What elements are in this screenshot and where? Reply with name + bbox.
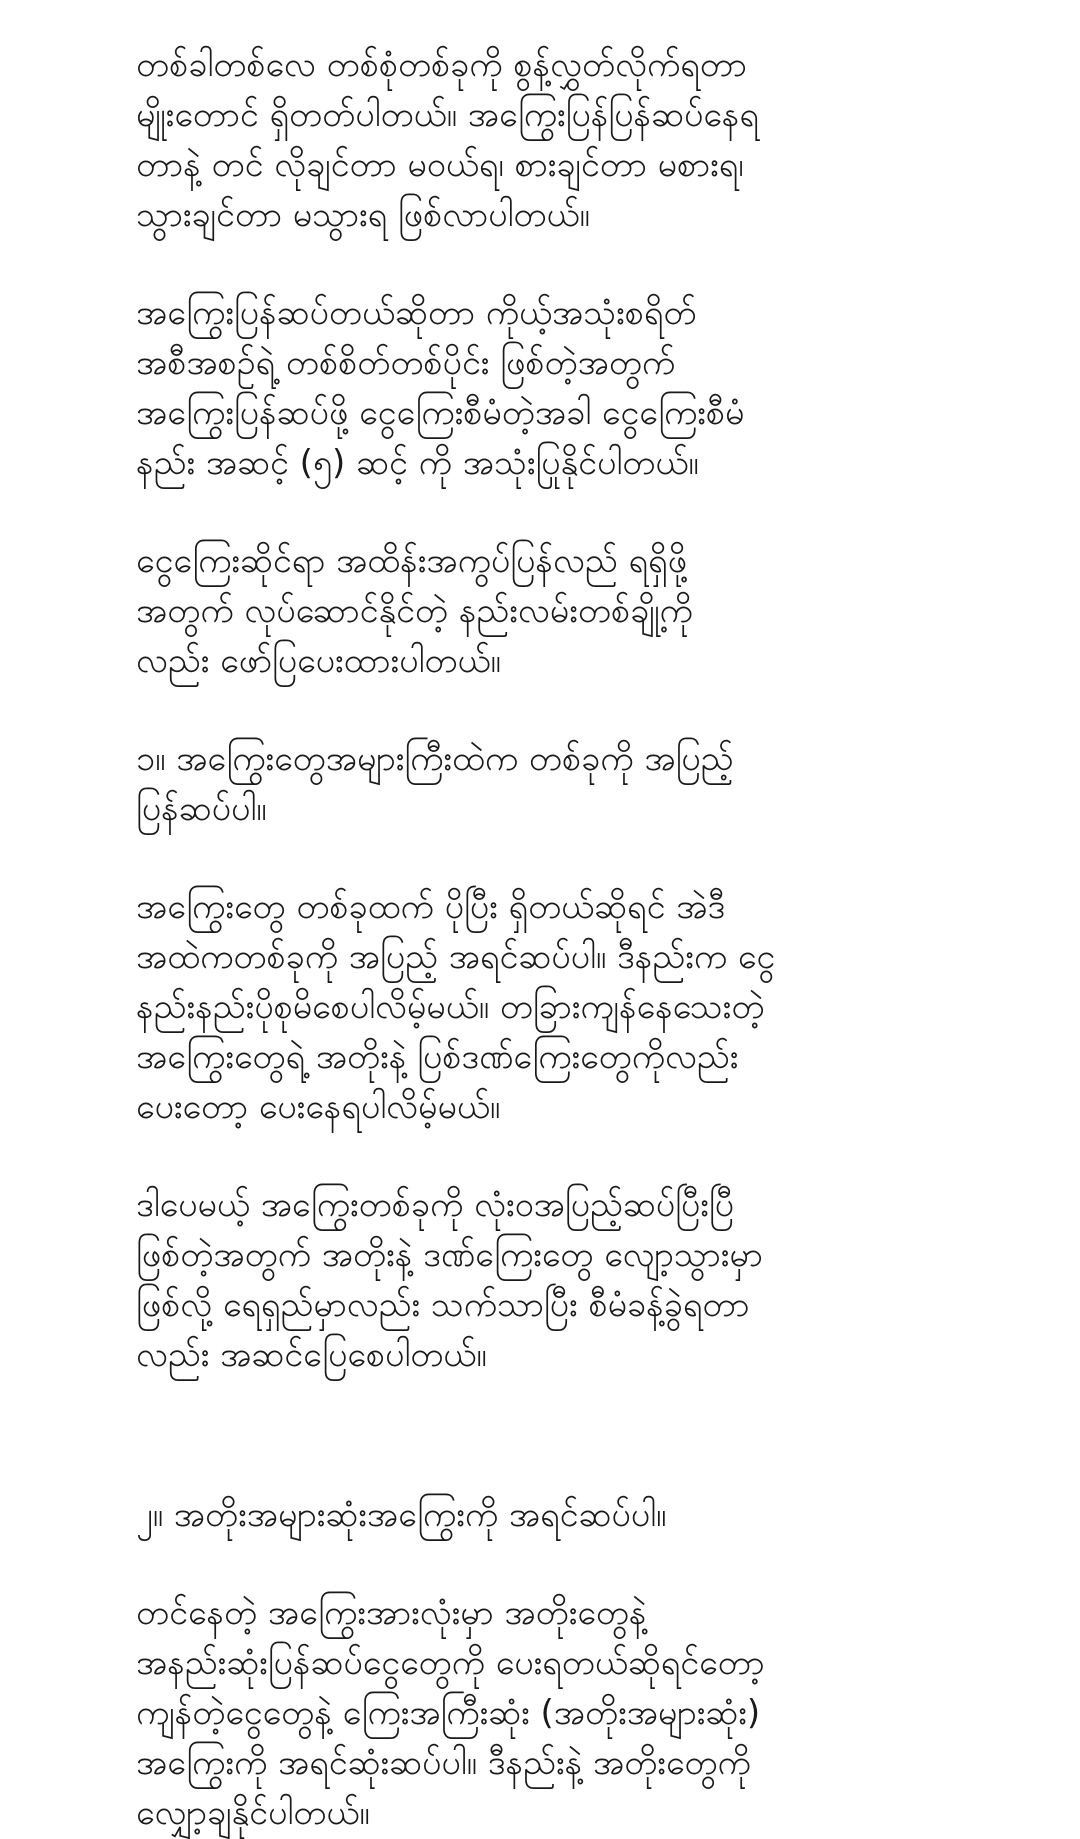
paragraph-five-steps: အကြွေးပြန်ဆပ်တယ်ဆိုတာ ကိုယ့်အသုံးစရိတ် အစီအစဉ်ရဲ့ တစ်စိတ်တစ်ပိုင်း ဖြစ်တဲ့အတွက် အကြွေးပြန်ဆပ်ဖို့ ငွေကြေးစီမံတဲ့အခါ ငွေကြေးစီမံ နည်း အဆင့် (၅) ဆင့် ကို အသုံးပြုနိုင်ပါတယ်။ — [136, 293, 745, 483]
paragraph-intro: တစ်ခါတစ်လေ တစ်စုံတစ်ခုကို စွန့်လွှတ်လိုက်ရတာ မျိုးတောင် ရှိတတ်ပါတယ်။ အကြွေးပြန်ပြန်ဆပ်နေရ တာနဲ့ တင် လိုချင်တာ မဝယ်ရ၊ စားချင်တာ မစားရ၊ သွားချင်တာ မသွားရ ဖြစ်လာပါတယ်။ — [136, 45, 759, 235]
paragraph-step-1-benefit: ဒါပေမယ့် အကြွေးတစ်ခုကို လုံးဝအပြည့်ဆပ်ပြီးပြီ ဖြစ်တဲ့အတွက် အတိုးနဲ့ ဒဏ်ကြေးတွေ လျော့သွားမှာ ဖြစ်လို့ ရေရှည်မှာလည်း သက်သာပြီး စီမံခန့်ခွဲရတာ လည်း အဆင်ပြေစေပါတယ်။ — [136, 1185, 763, 1375]
paragraph-step-1-detail: အကြွေးတွေ တစ်ခုထက် ပိုပြီး ရှိတယ်ဆိုရင် အဲဒီ အထဲကတစ်ခုကို အပြည့် အရင်ဆပ်ပါ။ ဒီနည်းက ငွေ နည်းနည်းပိုစုမိစေပါလိမ့်မယ်။ တခြားကျန်နေသေးတဲ့ အကြွေးတွေရဲ့ အတိုးနဲ့ ပြစ်ဒဏ်ကြေးတွေကိုလည်း ပေးတော့ ပေးနေရပါလိမ့်မယ်။ — [136, 887, 776, 1127]
paragraph-step-2-detail: တင်နေတဲ့ အကြွေးအားလုံးမှာ အတိုးတွေနဲ့ အနည်းဆုံးပြန်ဆပ်ငွေတွေကို ပေးရတယ်ဆိုရင်တော့ ကျန်တဲ့ငွေတွေနဲ့ ကြေးအကြီးဆုံး (အတိုးအများဆုံး) အကြွေးကို အရင်ဆုံးဆပ်ပါ။ ဒီနည်းနဲ့ အတိုးတွေကို လျှော့ချနိုင်ပါတယ်။ — [136, 1593, 765, 1833]
heading-step-2: ၂။ အတိုးအများဆုံးအကြွေးကို အရင်ဆပ်ပါ။ — [136, 1495, 667, 1535]
paragraph-methods: ငွေကြေးဆိုင်ရာ အထိန်းအကွပ်ပြန်လည် ရရှိဖို့ အတွက် လုပ်ဆောင်နိုင်တဲ့ နည်းလမ်းတစ်ချို့ကို လည်း ဖော်ပြပေးထားပါတယ်။ — [136, 541, 693, 681]
document-body — [136, 40, 996, 1838]
heading-step-1: ၁။ အကြွေးတွေအများကြီးထဲက တစ်ခုကို အပြည့် ပြန်ဆပ်ပါ။ — [136, 739, 734, 829]
section-gap — [136, 1380, 996, 1490]
